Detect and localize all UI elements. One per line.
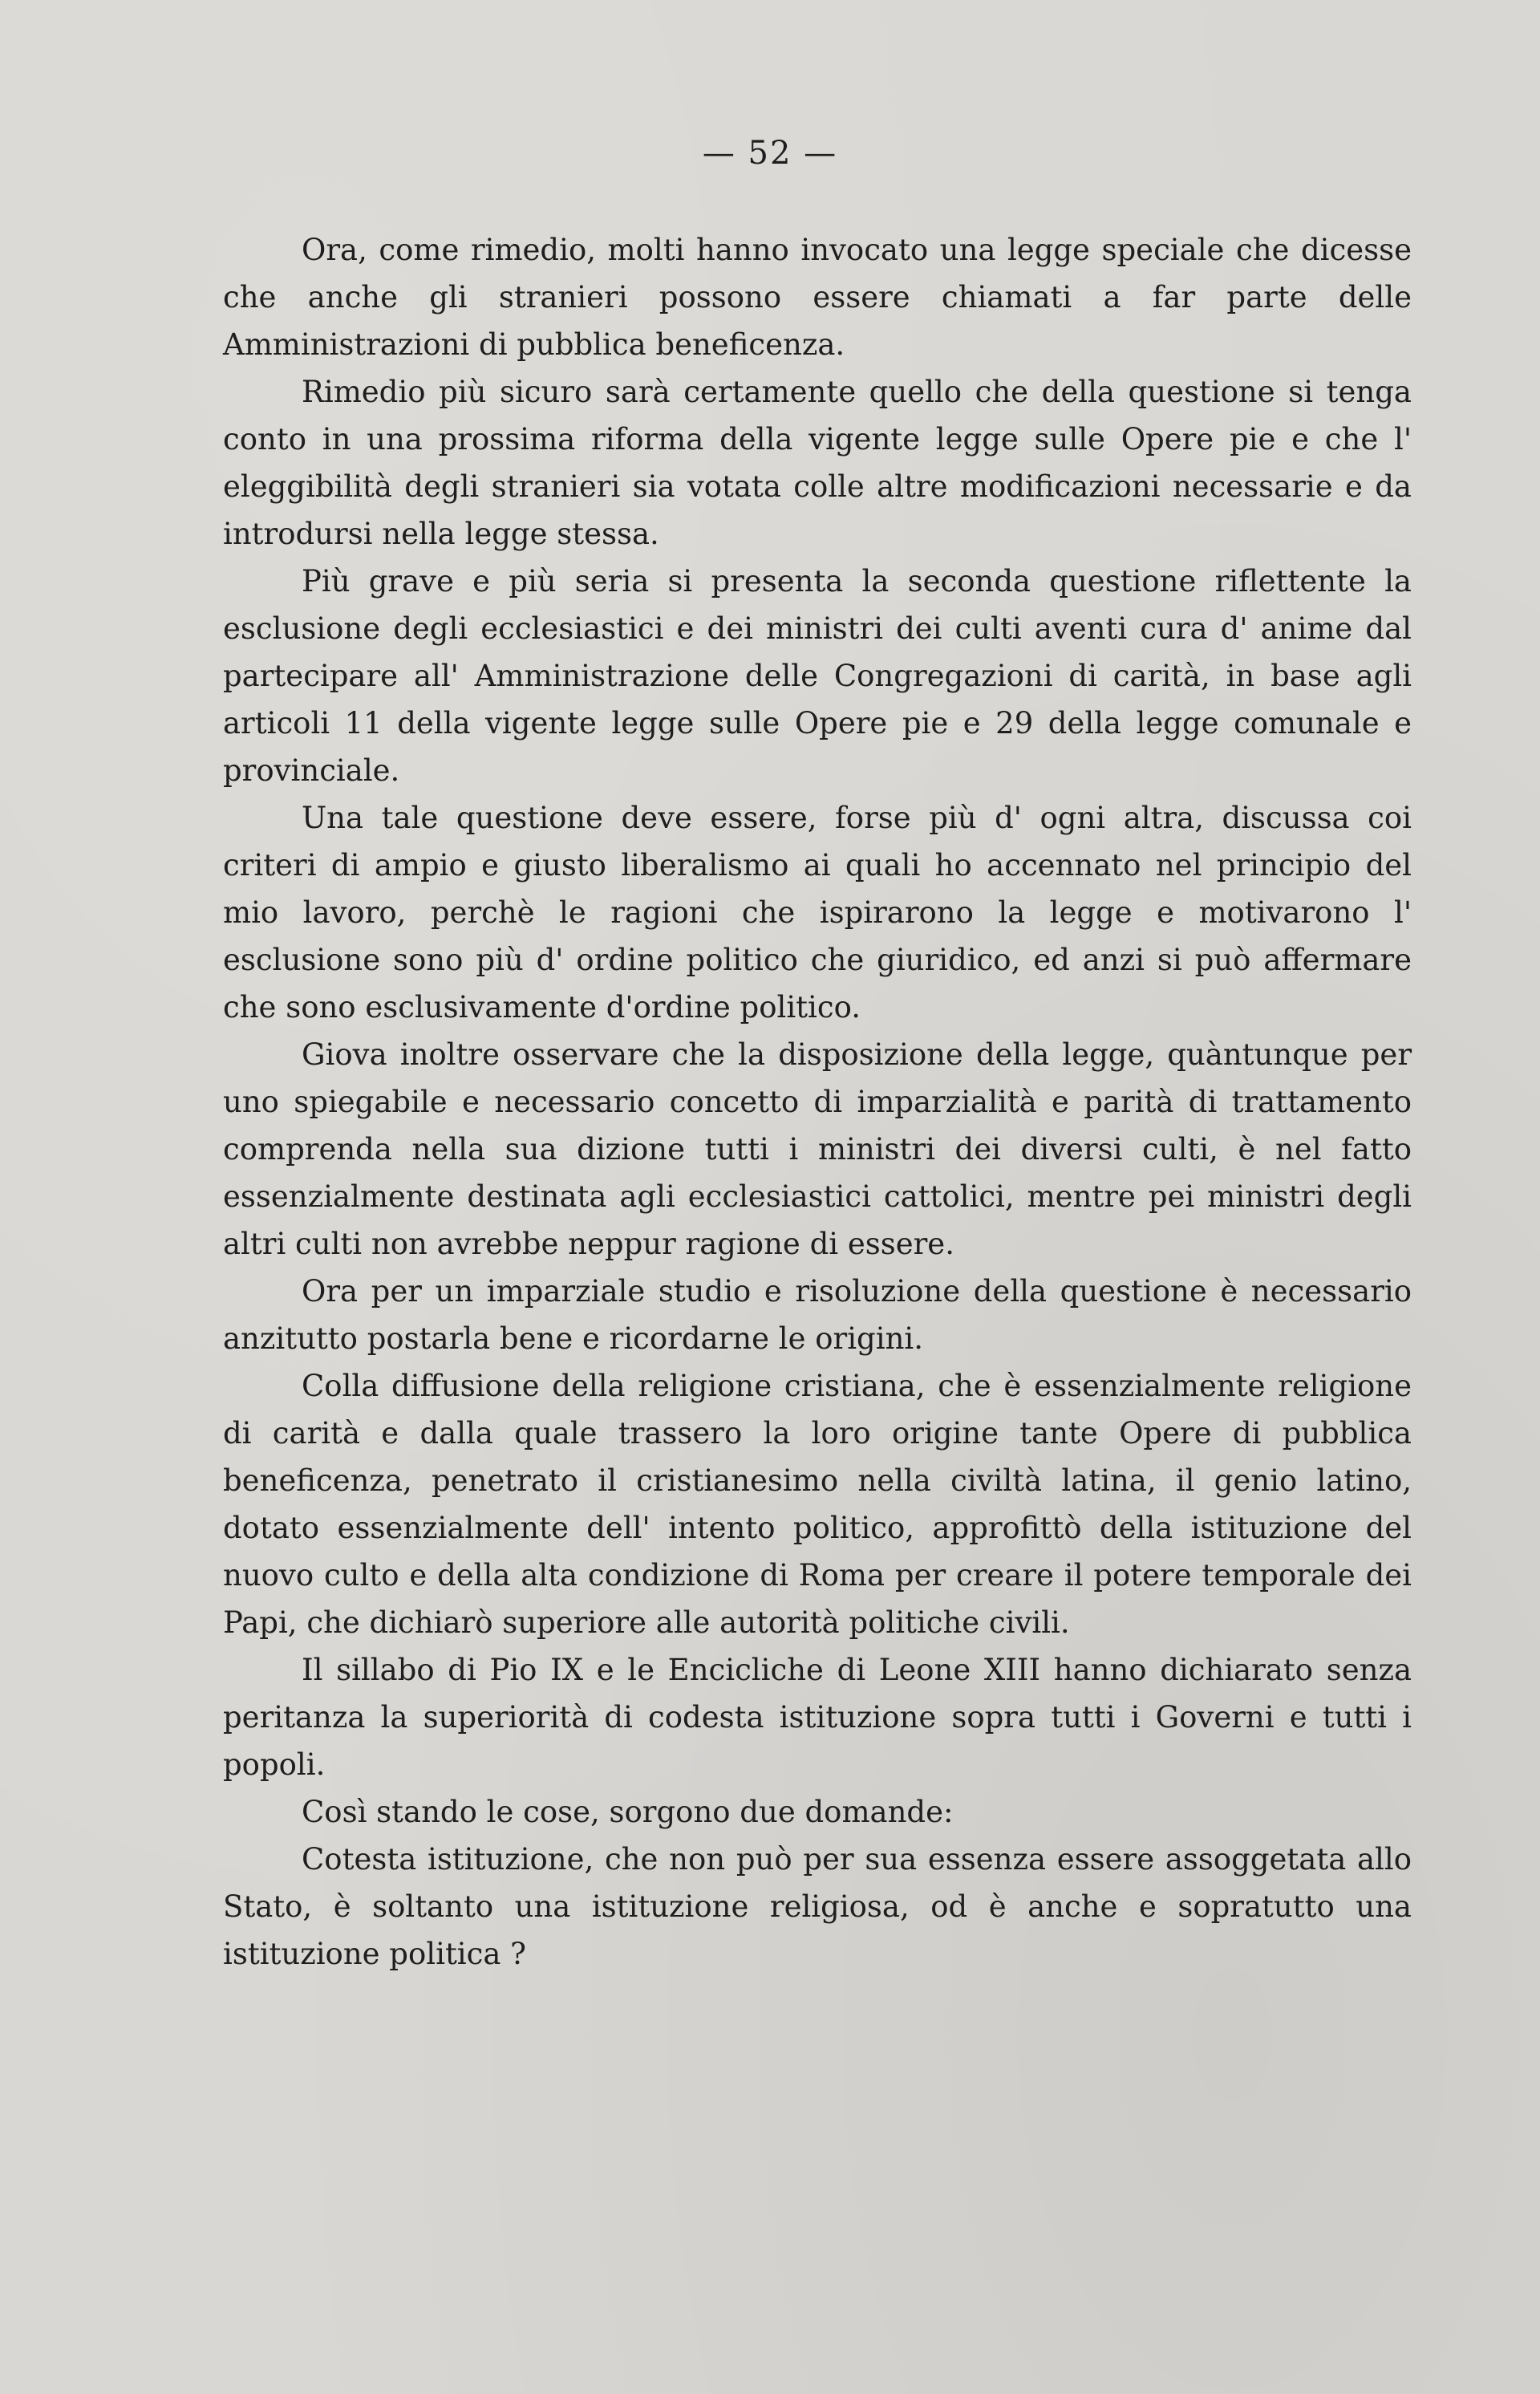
paragraph: Ora per un imparziale studio e risoluzione della questione è necessario anzitutto postarla bene e ricordarne le origini.	[223, 1274, 1412, 1356]
body-text	[223, 226, 1412, 1978]
page-number: — 52 —	[702, 135, 838, 172]
paragraph: Rimedio più sicuro sarà certamente quello che della questione si tenga conto in una prossima riforma della vigente legge sulle Opere pie e che l' eleggibilità degli stranieri sia votata colle altre modificazioni necessarie e da introdursi nella legge stessa.	[223, 375, 1412, 551]
paragraph: Più grave e più seria si presenta la seconda questione riflettente la esclusione degli ecclesiastici e dei ministri dei culti aventi cura d' anime dal partecipare all' Amministrazione delle Congregazioni di carità, in base agli articoli 11 della vigente legge sulle Opere pie e 29 della legge comunale e provinciale.	[223, 564, 1412, 788]
paragraph: Giova inoltre osservare che la disposizione della legge, quàntunque per uno spiegabile e necessario concetto di imparzialità e parità di trattamento comprenda nella sua dizione tutti i ministri dei diversi culti, è nel fatto essenzialmente destinata agli ecclesiastici cattolici, mentre pei ministri degli altri culti non avrebbe neppur ragione di essere.	[223, 1037, 1412, 1261]
paragraph: Una tale questione deve essere, forse più d' ogni altra, discussa coi criteri di ampio e giusto liberalismo ai quali ho accennato nel principio del mio lavoro, perchè le ragioni che ispirarono la legge e motivarono l' esclusione sono più d' ordine politico che giuridico, ed anzi si può affermare che sono esclusivamente d'ordine politico.	[223, 801, 1412, 1025]
paragraph: Così stando le cose, sorgono due domande:	[302, 1795, 954, 1829]
paragraph: Il sillabo di Pio IX e le Encicliche di Leone XIII hanno dichiarato senza peritanza la superiorità di codesta istituzione sopra tutti i Governi e tutti i popoli.	[223, 1653, 1412, 1782]
paragraph: Cotesta istituzione, che non può per sua essenza essere assoggetata allo Stato, è soltanto una istituzione religiosa, od è anche e sopratutto una istituzione politica ?	[223, 1842, 1412, 1971]
paragraph: Ora, come rimedio, molti hanno invocato una legge speciale che dicesse che anche gli stranieri possono essere chiamati a far parte delle Amministrazioni di pubblica beneficenza.	[223, 233, 1412, 362]
paragraph: Colla diffusione della religione cristiana, che è essenzialmente religione di carità e dalla quale trassero la loro origine tante Opere di pubblica beneficenza, penetrato il cristianesimo nella civiltà latina, il genio latino, dotato essenzialmente dell' intento politico, approfittò della istituzione del nuovo culto e della alta condizione di Roma per creare il potere temporale dei Papi, che dichiarò superiore alle autorità politiche civili.	[223, 1369, 1412, 1640]
